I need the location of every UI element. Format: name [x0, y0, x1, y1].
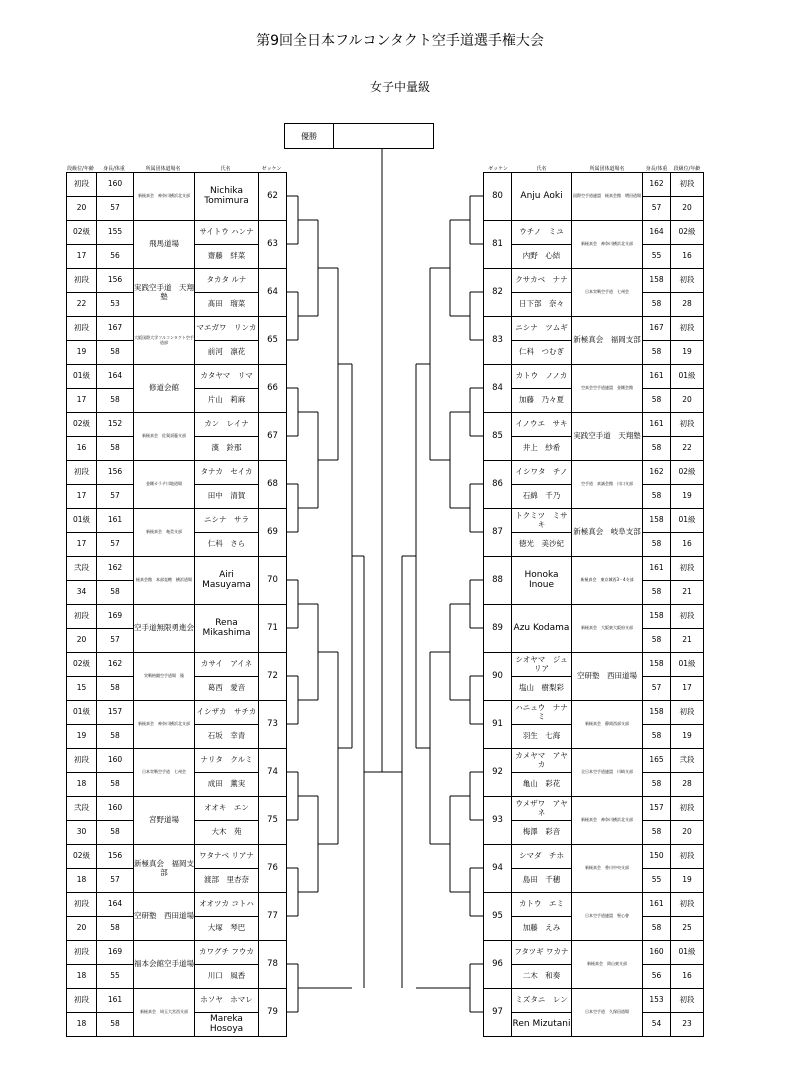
competitor-name-kana: フタツギ ワカナ — [512, 941, 572, 965]
competitor-rank: 初段 — [671, 317, 704, 341]
competitor-height: 156 — [97, 461, 134, 485]
competitor-zekken: 63 — [259, 221, 287, 269]
competitor-zekken: 82 — [484, 269, 512, 317]
competitor-height: 156 — [97, 269, 134, 293]
competitor-name-kana: カトウ エミ — [512, 893, 572, 917]
competitor-zekken: 69 — [259, 509, 287, 557]
competitor-weight: 58 — [97, 437, 134, 461]
competitor-weight: 58 — [643, 293, 671, 317]
competitor-zekken: 62 — [259, 173, 287, 221]
competitor-name-kana: ナリタ クルミ — [195, 749, 259, 773]
competitor-zekken: 66 — [259, 365, 287, 413]
competitor-weight: 57 — [97, 533, 134, 557]
competitor-weight: 58 — [97, 1013, 134, 1037]
competitor-name-kana: ホソヤ ホマレ — [195, 989, 259, 1013]
competitor-zekken: 88 — [484, 557, 512, 605]
competitor-age: 16 — [671, 533, 704, 557]
competitor-weight: 58 — [643, 437, 671, 461]
competitor-name-kana: タカタ ルナ — [195, 269, 259, 293]
competitor-age: 19 — [671, 725, 704, 749]
header-dojo-right: 所属団体道場名 — [589, 166, 625, 172]
competitor-dojo: 実践空手道 天翔塾 — [134, 269, 195, 317]
competitor-name-kana: ウメザワ アヤネ — [512, 797, 572, 821]
competitor-age: 34 — [67, 581, 97, 605]
competitor-height: 157 — [643, 797, 671, 821]
competitor-zekken: 96 — [484, 941, 512, 989]
competitor-dojo: 日本空手道 久保田道場 — [572, 989, 643, 1037]
competitor-zekken: 94 — [484, 845, 512, 893]
competitor-age: 20 — [67, 629, 97, 653]
competitor-height: 158 — [643, 605, 671, 629]
competitor-name-kana: カメヤマ アヤカ — [512, 749, 572, 773]
competitor-name-en: Ren Mizutani — [512, 1013, 572, 1037]
competitor-name-kana: ウチノ ミユ — [512, 221, 572, 245]
competitor-rank: 01級 — [67, 365, 97, 389]
competitor-name-kana: トクミツ ミサキ — [512, 509, 572, 533]
competitor-name-kana: オオキ エン — [195, 797, 259, 821]
header-rank-age-right: 段級位/年齢 — [673, 166, 701, 172]
competitor-name-kana: カトウ ノノカ — [512, 365, 572, 389]
competitor-name-kana: ハニュウ ナナミ — [512, 701, 572, 725]
competitor-name-kana: カワグチ フウカ — [195, 941, 259, 965]
competitor-dojo: 空手道無限勇進会 — [134, 605, 195, 653]
competitor-rank: 01級 — [671, 365, 704, 389]
competitor-dojo: 日本空手道連盟 聖心會 — [572, 893, 643, 941]
competitor-height: 162 — [97, 557, 134, 581]
competitor-weight: 58 — [643, 917, 671, 941]
competitor-rank: 01級 — [671, 941, 704, 965]
competitor-zekken: 92 — [484, 749, 512, 797]
competitor-name-kana: カン レイナ — [195, 413, 259, 437]
competitor-weight: 58 — [97, 677, 134, 701]
competitor-name: Rena Mikashima — [195, 605, 259, 653]
competitor-name-kanji: 髙田 瑠菜 — [195, 293, 259, 317]
competitor-rank: 初段 — [67, 461, 97, 485]
competitor-dojo: 新極真会 福岡支部 — [572, 317, 643, 365]
competitor-name-kanji: 亀山 彩花 — [512, 773, 572, 797]
competitor-zekken: 78 — [259, 941, 287, 989]
competitor-rank: 初段 — [67, 941, 97, 965]
competitor-name-kana: カタヤマ リマ — [195, 365, 259, 389]
competitor-name-kanji: 石坂 幸青 — [195, 725, 259, 749]
competitor-zekken: 64 — [259, 269, 287, 317]
header-rank-age-left: 段級位/年齢 — [67, 166, 94, 172]
competitor-zekken: 79 — [259, 989, 287, 1037]
competitor-rank: 02級 — [67, 413, 97, 437]
header-name-left: 氏名 — [220, 166, 231, 172]
competitor-dojo: 大阪国際大学フルコンタクト空手道部 — [134, 317, 195, 365]
competitor-weight: 58 — [643, 533, 671, 557]
competitor-zekken: 85 — [484, 413, 512, 461]
competitor-weight: 57 — [97, 485, 134, 509]
competitor-name: Anju Aoki — [512, 173, 572, 221]
competitor-name-kana: シオヤマ ジュリア — [512, 653, 572, 677]
competitor-height: 158 — [643, 653, 671, 677]
competitor-dojo: 宮野道場 — [134, 797, 195, 845]
competitor-age: 20 — [671, 821, 704, 845]
competitor-name-kanji: 井上 紗希 — [512, 437, 572, 461]
competitor-weight: 58 — [643, 485, 671, 509]
competitor-rank: 01級 — [671, 653, 704, 677]
competitor-rank: 初段 — [671, 413, 704, 437]
competitor-dojo: 新極真会 岐阜支部 — [572, 509, 643, 557]
competitor-rank: 初段 — [67, 317, 97, 341]
competitor-age: 21 — [671, 581, 704, 605]
competitor-height: 161 — [643, 893, 671, 917]
competitor-dojo: 新極真会 静岡西部支部 — [572, 701, 643, 749]
competitor-age: 19 — [671, 485, 704, 509]
competitor-rank: 初段 — [67, 269, 97, 293]
competitor-age: 20 — [67, 917, 97, 941]
competitor-zekken: 77 — [259, 893, 287, 941]
competitor-name-kana: イシザカ サチカ — [195, 701, 259, 725]
competitor-rank: 初段 — [671, 269, 704, 293]
competitor-weight: 55 — [643, 245, 671, 269]
division-title: 女子中量級 — [369, 80, 430, 94]
competitor-zekken: 65 — [259, 317, 287, 365]
competitor-name-kana: ミズタニ レン — [512, 989, 572, 1013]
header-dojo-left: 所属団体道場名 — [145, 166, 181, 172]
competitor-height: 152 — [97, 413, 134, 437]
competitor-weight: 53 — [97, 293, 134, 317]
competitor-weight: 58 — [643, 341, 671, 365]
competitor-zekken: 68 — [259, 461, 287, 509]
competitor-rank: 初段 — [67, 605, 97, 629]
competitor-age: 19 — [67, 341, 97, 365]
competitor-dojo: 金剛カラテ川地道場 — [134, 461, 195, 509]
competitor-name-kana: タナカ セイカ — [195, 461, 259, 485]
competitor-zekken: 81 — [484, 221, 512, 269]
competitor-name-kanji: 加藤 えみ — [512, 917, 572, 941]
competitor-zekken: 80 — [484, 173, 512, 221]
competitor-name-kanji: 大木 苑 — [195, 821, 259, 845]
competitor-height: 160 — [97, 749, 134, 773]
competitor-name-kana: ワタナベ リアナ — [195, 845, 259, 869]
competitor-zekken: 76 — [259, 845, 287, 893]
competitor-zekken: 93 — [484, 797, 512, 845]
competitor-dojo: 日本実戦空手道 七州会 — [134, 749, 195, 797]
competitor-zekken: 83 — [484, 317, 512, 365]
competitor-age: 16 — [671, 965, 704, 989]
competitor-height: 157 — [97, 701, 134, 725]
competitor-weight: 58 — [97, 917, 134, 941]
competitor-rank: 弐段 — [67, 797, 97, 821]
competitor-rank: 初段 — [671, 893, 704, 917]
competitor-zekken: 86 — [484, 461, 512, 509]
competitor-name-kanji: 徳光 美沙紀 — [512, 533, 572, 557]
competitor-height: 161 — [643, 365, 671, 389]
competitor-rank: 初段 — [671, 845, 704, 869]
competitor-height: 150 — [643, 845, 671, 869]
competitor-name-kanji: 成田 薫実 — [195, 773, 259, 797]
competitor-rank: 初段 — [671, 701, 704, 725]
competitor-zekken: 74 — [259, 749, 287, 797]
competitor-rank: 初段 — [67, 893, 97, 917]
competitor-name-kanji: 石綿 千乃 — [512, 485, 572, 509]
competitor-height: 160 — [97, 173, 134, 197]
competitor-zekken: 97 — [484, 989, 512, 1037]
competitor-rank: 02級 — [671, 461, 704, 485]
competitor-name-kana: シマダ チホ — [512, 845, 572, 869]
competitor-rank: 02級 — [671, 221, 704, 245]
competitor-name-kana: イノウエ サキ — [512, 413, 572, 437]
competitor-name-kanji: 渡部 里杏奈 — [195, 869, 259, 893]
competitor-weight: 58 — [643, 629, 671, 653]
competitor-height: 162 — [97, 653, 134, 677]
competitor-weight: 55 — [643, 869, 671, 893]
competitor-dojo: 修道会館 — [134, 365, 195, 413]
competitor-name-kana: マエガワ リンカ — [195, 317, 259, 341]
competitor-dojo: 新極真会 大阪東大阪府支部 — [572, 605, 643, 653]
competitor-dojo: 新極真会 神奈川横浜北支部 — [572, 797, 643, 845]
competitor-zekken: 70 — [259, 557, 287, 605]
competitor-weight: 57 — [97, 629, 134, 653]
competitor-height: 161 — [643, 413, 671, 437]
competitor-height: 162 — [643, 173, 671, 197]
competitor-rank: 02級 — [67, 221, 97, 245]
competitor-dojo: 空研塾 西田道場 — [134, 893, 195, 941]
competitor-height: 158 — [643, 269, 671, 293]
competitor-height: 161 — [97, 989, 134, 1013]
competitor-age: 25 — [671, 917, 704, 941]
competitor-height: 169 — [97, 941, 134, 965]
competitor-age: 28 — [671, 293, 704, 317]
competitor-weight: 58 — [643, 773, 671, 797]
competitor-name: Azu Kodama — [512, 605, 572, 653]
competitor-height: 161 — [643, 557, 671, 581]
competitor-name-kanji: 塩山 樹梨彩 — [512, 677, 572, 701]
competitor-name-kanji: 仁科 さら — [195, 533, 259, 557]
competitor-height: 161 — [97, 509, 134, 533]
competitor-dojo: 空手道 真誠会館 川口支部 — [572, 461, 643, 509]
competitor-age: 22 — [671, 437, 704, 461]
competitor-name-kanji: 川口 風香 — [195, 965, 259, 989]
competitor-weight: 58 — [97, 725, 134, 749]
competitor-height: 153 — [643, 989, 671, 1013]
competitor-weight: 58 — [643, 725, 671, 749]
competitor-height: 162 — [643, 461, 671, 485]
competitor-age: 20 — [67, 197, 97, 221]
competitor-zekken: 91 — [484, 701, 512, 749]
competitor-rank: 弐段 — [671, 749, 704, 773]
competitor-name: Airi Masuyama — [195, 557, 259, 605]
competitor-name-kana: ニシナ ツムギ — [512, 317, 572, 341]
competitor-zekken: 75 — [259, 797, 287, 845]
competitor-name-kana: クサカベ ナナ — [512, 269, 572, 293]
competitor-weight: 56 — [643, 965, 671, 989]
competitor-dojo: 新極真会 福岡支部 — [134, 845, 195, 893]
competitor-height: 164 — [97, 365, 134, 389]
competitor-age: 19 — [671, 869, 704, 893]
competitor-rank: 初段 — [67, 989, 97, 1013]
competitor-name: Honoka Inoue — [512, 557, 572, 605]
competitor-name-kanji: 仁科 つむぎ — [512, 341, 572, 365]
competitor-weight: 58 — [643, 821, 671, 845]
competitor-dojo: 新極真会 佐賀須藤支部 — [134, 413, 195, 461]
competitor-height: 160 — [97, 797, 134, 821]
competitor-weight: 58 — [97, 389, 134, 413]
competitor-age: 19 — [671, 341, 704, 365]
competitor-age: 20 — [671, 197, 704, 221]
competitor-height: 164 — [97, 893, 134, 917]
competitor-weight: 58 — [97, 773, 134, 797]
competitor-zekken: 72 — [259, 653, 287, 701]
competitor-age: 17 — [67, 533, 97, 557]
competitor-dojo: 福本会館空手道場 — [134, 941, 195, 989]
competitor-name-kanji: 大塚 琴巴 — [195, 917, 259, 941]
competitor-rank: 初段 — [67, 749, 97, 773]
competitor-name-kanji: 葛西 愛音 — [195, 677, 259, 701]
header-zekken-left: ゼッケン — [261, 166, 282, 172]
competitor-age: 16 — [67, 437, 97, 461]
competitor-age: 17 — [671, 677, 704, 701]
competitor-height: 167 — [97, 317, 134, 341]
competitor-age: 16 — [671, 245, 704, 269]
competitor-dojo: 飛馬道場 — [134, 221, 195, 269]
competitor-rank: 01級 — [67, 701, 97, 725]
competitor-name-kanji: 内野 心結 — [512, 245, 572, 269]
competitor-weight: 58 — [97, 821, 134, 845]
competitor-age: 30 — [67, 821, 97, 845]
competitor-weight: 58 — [97, 341, 134, 365]
competitor-dojo: 新極真会 埼玉大宮西支部 — [134, 989, 195, 1037]
competitor-rank: 初段 — [671, 989, 704, 1013]
competitor-height: 156 — [97, 845, 134, 869]
competitor-dojo: 新極真会 神奈川横浜北支部 — [134, 173, 195, 221]
competitor-dojo: 全日本空手道連盟 川崎支部 — [572, 749, 643, 797]
competitor-name-kanji: 漢 鈴那 — [195, 437, 259, 461]
competitor-dojo: 新極真会 神奈川横浜北支部 — [134, 701, 195, 749]
competitor-zekken: 95 — [484, 893, 512, 941]
competitor-rank: 初段 — [67, 173, 97, 197]
competitor-rank: 初段 — [671, 557, 704, 581]
competitor-weight: 57 — [643, 677, 671, 701]
competitor-name-kanji: 齋藤 絆菜 — [195, 245, 259, 269]
competitor-weight: 56 — [97, 245, 134, 269]
competitor-height: 164 — [643, 221, 671, 245]
competitor-rank: 初段 — [671, 797, 704, 821]
competitor-rank: 01級 — [67, 509, 97, 533]
competitor-height: 158 — [643, 701, 671, 725]
competitor-name-kana: イシワタ チノ — [512, 461, 572, 485]
header-height-weight-left: 身長/体重 — [103, 166, 125, 172]
competitor-age: 18 — [67, 869, 97, 893]
champion-label: 優勝 — [285, 124, 334, 148]
competitor-dojo: 空真会空手道連盟 金剛会館 — [572, 365, 643, 413]
competitor-age: 18 — [67, 1013, 97, 1037]
competitor-age: 22 — [67, 293, 97, 317]
competitor-name-kanji: 島田 千穂 — [512, 869, 572, 893]
competitor-name-kanji: 羽生 七海 — [512, 725, 572, 749]
competitor-weight: 58 — [97, 581, 134, 605]
competitor-zekken: 71 — [259, 605, 287, 653]
document-title: 第9回全日本フルコンタクト空手道選手権大会 — [256, 33, 544, 49]
competitor-age: 17 — [67, 245, 97, 269]
competitor-age: 18 — [67, 965, 97, 989]
competitor-dojo: 新極真会 岡山東支部 — [572, 941, 643, 989]
competitor-dojo: 空研塾 西田道場 — [572, 653, 643, 701]
competitor-name-kanji: 片山 莉麻 — [195, 389, 259, 413]
competitor-age: 17 — [67, 485, 97, 509]
competitor-dojo: 新極真会 香川中央支部 — [572, 845, 643, 893]
competitor-rank: 初段 — [671, 173, 704, 197]
competitor-dojo: 日本実戦空手道 七州会 — [572, 269, 643, 317]
competitor-name-en: Mareka Hosoya — [195, 1013, 259, 1037]
competitor-age: 21 — [671, 629, 704, 653]
competitor-zekken: 84 — [484, 365, 512, 413]
competitor-name-kana: サイトウ ハンナ — [195, 221, 259, 245]
competitor-dojo: 国際空手道連盟 極真会館 増田道場 — [572, 173, 643, 221]
competitor-name-kanji: 日下部 奈々 — [512, 293, 572, 317]
competitor-dojo: 新極真会 奄美支部 — [134, 509, 195, 557]
competitor-height: 165 — [643, 749, 671, 773]
competitor-height: 158 — [643, 509, 671, 533]
competitor-rank: 弐段 — [67, 557, 97, 581]
competitor-name-kanji: 二木 和奏 — [512, 965, 572, 989]
header-name-right: 氏名 — [536, 166, 547, 172]
competitor-name-kanji: 前河 凛花 — [195, 341, 259, 365]
competitor-height: 169 — [97, 605, 134, 629]
competitor-weight: 57 — [643, 197, 671, 221]
competitor-dojo: 新極真会 東京城西3・4支部 — [572, 557, 643, 605]
competitor-name-kana: オオツカ コトハ — [195, 893, 259, 917]
competitor-age: 15 — [67, 677, 97, 701]
competitor-age: 17 — [67, 389, 97, 413]
competitor-zekken: 73 — [259, 701, 287, 749]
competitor-name-kanji: 加藤 乃々夏 — [512, 389, 572, 413]
competitor-zekken: 90 — [484, 653, 512, 701]
competitor-age: 20 — [671, 389, 704, 413]
competitor-name-kana: ニシナ サラ — [195, 509, 259, 533]
competitor-height: 160 — [643, 941, 671, 965]
competitor-age: 28 — [671, 773, 704, 797]
competitor-weight: 57 — [97, 869, 134, 893]
header-zekken-right: ゼッケン — [488, 166, 508, 172]
competitor-rank: 02級 — [67, 653, 97, 677]
competitor-height: 155 — [97, 221, 134, 245]
competitor-weight: 54 — [643, 1013, 671, 1037]
competitor-dojo: 実戦格闘空手道場 隆 — [134, 653, 195, 701]
competitor-zekken: 67 — [259, 413, 287, 461]
competitor-dojo: 新極真会 神奈川横浜北支部 — [572, 221, 643, 269]
competitor-rank: 初段 — [671, 605, 704, 629]
competitor-age: 18 — [67, 773, 97, 797]
competitor-rank: 02級 — [67, 845, 97, 869]
competitor-height: 167 — [643, 317, 671, 341]
competitor-name-kana: カサイ アイネ — [195, 653, 259, 677]
competitor-name-kanji: 田中 清賀 — [195, 485, 259, 509]
competitor-age: 19 — [67, 725, 97, 749]
competitor-dojo: 極真会館 本部直轄 横浜道場 — [134, 557, 195, 605]
competitor-weight: 57 — [97, 197, 134, 221]
competitor-rank: 01級 — [671, 509, 704, 533]
competitor-weight: 58 — [643, 389, 671, 413]
competitor-weight: 58 — [643, 581, 671, 605]
competitor-zekken: 87 — [484, 509, 512, 557]
competitor-dojo: 実践空手道 天翔塾 — [572, 413, 643, 461]
competitor-weight: 55 — [97, 965, 134, 989]
header-height-weight-right: 身長/体重 — [645, 166, 668, 172]
competitor-age: 23 — [671, 1013, 704, 1037]
competitor-name: Nichika Tomimura — [195, 173, 259, 221]
competitor-name-kanji: 梅澤 彩音 — [512, 821, 572, 845]
competitor-zekken: 89 — [484, 605, 512, 653]
